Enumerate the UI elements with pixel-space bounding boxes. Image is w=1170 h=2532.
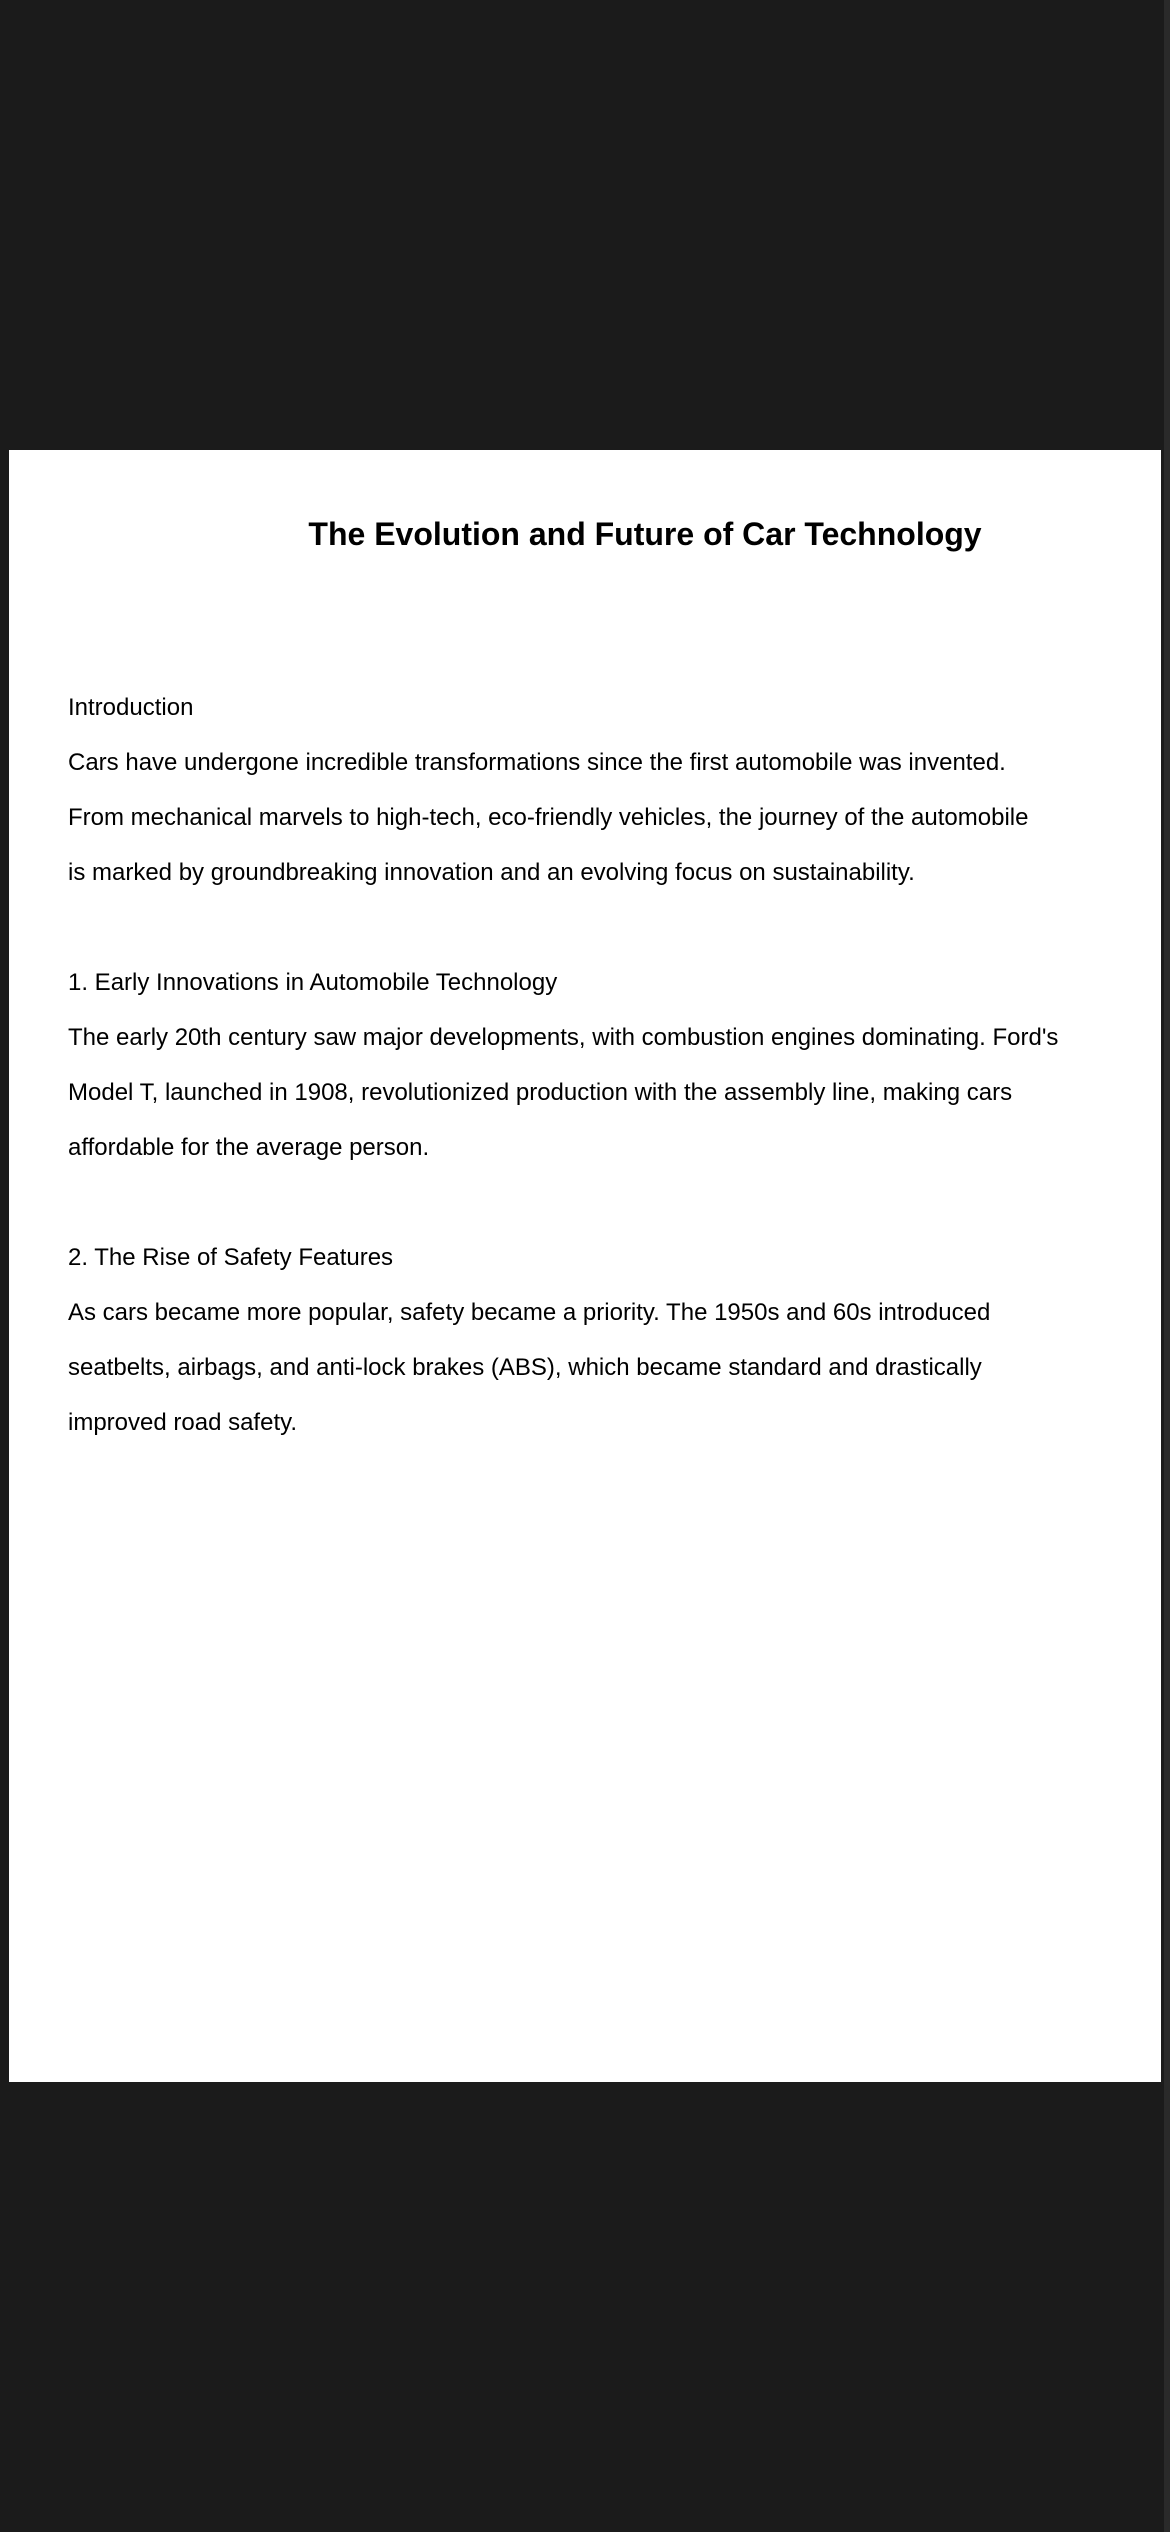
paragraph-line: affordable for the average person.	[68, 1134, 430, 1161]
section-heading: 1. Early Innovations in Automobile Technology	[68, 969, 558, 996]
paragraph-line: Model T, launched in 1908, revolutionized production with the assembly line, making cars	[68, 1079, 1013, 1106]
document-content	[68, 680, 1078, 1505]
document-title: The Evolution and Future of Car Technology	[308, 516, 982, 552]
paragraph-line: As cars became more popular, safety became a priority. The 1950s and 60s introduced	[68, 1299, 991, 1326]
document-page	[9, 450, 1161, 2082]
section-heading: 2. The Rise of Safety Features	[68, 1244, 394, 1271]
section-paragraph	[68, 735, 1078, 900]
paragraph-line: improved road safety.	[68, 1409, 297, 1436]
paragraph-line: Cars have undergone incredible transformations since the first automobile was invented.	[68, 749, 1006, 776]
paragraph-line: seatbelts, airbags, and anti-lock brakes (ABS), which became standard and drastically	[68, 1354, 982, 1381]
section-paragraph	[68, 1285, 1078, 1450]
scrollbar-track[interactable]	[1164, 0, 1170, 2532]
section-paragraph	[68, 1010, 1078, 1175]
paragraph-line: From mechanical marvels to high-tech, eco-friendly vehicles, the journey of the automobile	[68, 804, 1029, 831]
paragraph-line: is marked by groundbreaking innovation and an evolving focus on sustainability.	[68, 859, 915, 886]
section-introduction	[68, 680, 1078, 900]
section-safety-features	[68, 1230, 1078, 1450]
section-early-innovations	[68, 955, 1078, 1175]
paragraph-line: The early 20th century saw major developments, with combustion engines dominating. Ford's	[68, 1024, 1059, 1051]
section-heading: Introduction	[68, 694, 194, 721]
